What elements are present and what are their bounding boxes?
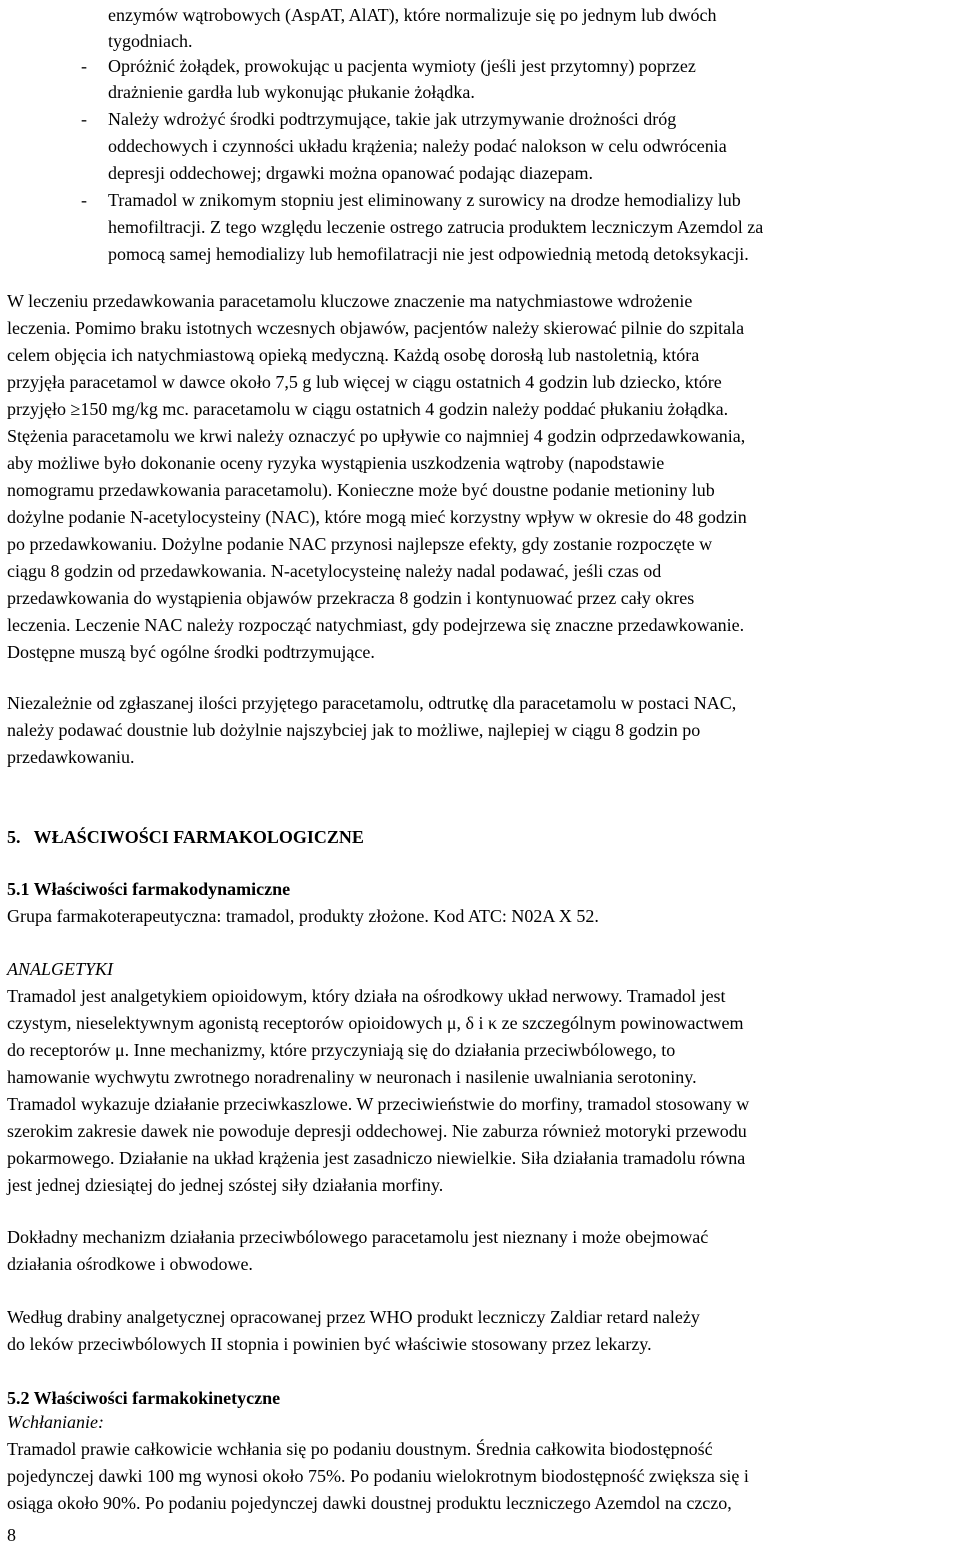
text-line: leczenia. Pomimo braku istotnych wczesnych objawów, pacjentów należy skierować pilnie do szpitala (7, 318, 745, 338)
page-number: 8 (7, 1525, 16, 1545)
text-line: Tramadol jest analgetykiem opioidowym, który działa na ośrodkowy układ nerwowy. Tramadol jest (7, 986, 726, 1006)
text-line: Dostępne muszą być ogólne środki podtrzymujące. (7, 642, 375, 662)
subheading: Wchłanianie: (7, 1412, 104, 1432)
subsection-heading: 5.2 Właściwości farmakokinetyczne (7, 1388, 281, 1408)
text-line: Tramadol prawie całkowicie wchłania się po podaniu doustnym. Średnia całkowita biodostępność (7, 1439, 713, 1459)
text-line: Według drabiny analgetycznej opracowanej przez WHO produkt leczniczy Zaldiar retard należy (7, 1307, 700, 1327)
text-line: hemofiltracji. Z tego względu leczenie ostrego zatrucia produktem leczniczym Azemdol za (108, 217, 764, 237)
text-line: przyjęło ≥150 mg/kg mc. paracetamolu w ciągu ostatnich 4 godzin należy poddać płukaniu żołądka. (7, 399, 729, 419)
text-line: ciągu 8 godzin od przedawkowania. N-acetylocysteinę należy nadal podawać, jeśli czas od (7, 561, 662, 581)
text-line: nomogramu przedawkowania paracetamolu). Konieczne może być doustne podanie metioniny lub (7, 480, 715, 500)
text-line: drażnienie gardła lub wykonując płukanie żołądka. (108, 82, 475, 102)
text-line: Tramadol wykazuje działanie przeciwkaszlowe. W przeciwieństwie do morfiny, tramadol stosowany w (7, 1094, 750, 1114)
subsection-heading: 5.1 Właściwości farmakodynamiczne (7, 879, 291, 899)
text-line: jest jednej dziesiątej do jednej szóstej siły działania morfiny. (7, 1175, 444, 1195)
text-line: Należy wdrożyć środki podtrzymujące, takie jak utrzymywanie drożności dróg (108, 109, 677, 129)
text-line: działania ośrodkowe i obwodowe. (7, 1254, 253, 1274)
text-line: przedawkowaniu. (7, 747, 135, 767)
text-line: pokarmowego. Działanie na układ krążenia jest zasadniczo niewielkie. Siła działania tramadolu równa (7, 1148, 746, 1168)
text-line: enzymów wątrobowych (AspAT, AlAT), które normalizuje się po jednym lub dwóch (108, 5, 717, 25)
text-line: tygodniach. (108, 31, 193, 51)
text-line: hamowanie wychwytu zwrotnego noradrenaliny w neuronach i nasilenie uwalniania serotoniny. (7, 1067, 697, 1087)
bullet-dash: - (81, 56, 87, 76)
bullet-dash: - (81, 190, 87, 210)
text-line: szerokim zakresie dawek nie powoduje depresji oddechowej. Nie zaburza również motoryki przewodu (7, 1121, 747, 1141)
subheading: ANALGETYKI (7, 959, 114, 979)
text-line: depresji oddechowej; drgawki można opanować podając diazepam. (108, 163, 593, 183)
text-line: osiąga około 90%. Po podaniu pojedynczej dawki doustnej produktu leczniczego Azemdol na czczo, (7, 1493, 732, 1513)
text-line: przedawkowania do wystąpienia objawów przekracza 8 godzin i kontynuować przez cały okres (7, 588, 695, 608)
text-line: celem objęcia ich natychmiastową opieką medyczną. Każdą osobę dorosłą lub nastoletnią, która (7, 345, 700, 365)
text-line: aby możliwe było dokonanie oceny ryzyka wystąpienia uszkodzenia wątroby (napodstawie (7, 453, 665, 473)
text-line: pojedynczej dawki 100 mg wynosi około 75%. Po podaniu wielokrotnym biodostępność zwiększa się i (7, 1466, 749, 1486)
text-line: czystym, nieselektywnym agonistą receptorów opioidowych μ, δ i κ ze szczególnym powinowactwem (7, 1013, 744, 1033)
section-heading: 5. WŁAŚCIWOŚCI FARMAKOLOGICZNE (7, 827, 364, 847)
bullet-dash: - (81, 109, 87, 129)
text-line: do leków przeciwbólowych II stopnia i powinien być właściwie stosowany przez lekarzy. (7, 1334, 652, 1354)
text-line: Niezależnie od zgłaszanej ilości przyjętego paracetamolu, odtrutkę dla paracetamolu w postaci NAC, (7, 693, 737, 713)
text-line: przyjęła paracetamol w dawce około 7,5 g lub więcej w ciągu ostatnich 4 godzin lub dziecko, które (7, 372, 722, 392)
text-line: W leczeniu przedawkowania paracetamolu kluczowe znaczenie ma natychmiastowe wdrożenie (7, 291, 693, 311)
text-line: Stężenia paracetamolu we krwi należy oznaczyć po upływie co najmniej 4 godzin odprzedawkowania, (7, 426, 746, 446)
text-line: należy podawać doustnie lub dożylnie najszybciej jak to możliwe, najlepiej w ciągu 8 godzin po (7, 720, 701, 740)
text-line: po przedawkowaniu. Dożylne podanie NAC przynosi najlepsze efekty, gdy zostanie rozpoczęte w (7, 534, 713, 554)
text-line: oddechowych i czynności układu krążenia; należy podać nalokson w celu odwrócenia (108, 136, 727, 156)
text-line: Tramadol w znikomym stopniu jest eliminowany z surowicy na drodze hemodializy lub (108, 190, 741, 210)
text-line: leczenia. Leczenie NAC należy rozpocząć natychmiast, gdy podejrzewa się znaczne przedawkowanie. (7, 615, 745, 635)
text-line: pomocą samej hemodializy lub hemofilatracji nie jest odpowiednią metodą detoksykacji. (108, 244, 749, 264)
text-line: Opróżnić żołądek, prowokując u pacjenta wymioty (jeśli jest przytomny) poprzez (108, 56, 696, 76)
text-line: dożylne podanie N-acetylocysteiny (NAC), które mogą mieć korzystny wpływ w okresie do 48 godzin (7, 507, 747, 527)
text-line: Grupa farmakoterapeutyczna: tramadol, produkty złożone. Kod ATC: N02A X 52. (7, 906, 599, 926)
text-line: Dokładny mechanizm działania przeciwbólowego paracetamolu jest nieznany i może obejmować (7, 1227, 709, 1247)
text-line: do receptorów μ. Inne mechanizmy, które przyczyniają się do działania przeciwbólowego, to (7, 1040, 676, 1060)
